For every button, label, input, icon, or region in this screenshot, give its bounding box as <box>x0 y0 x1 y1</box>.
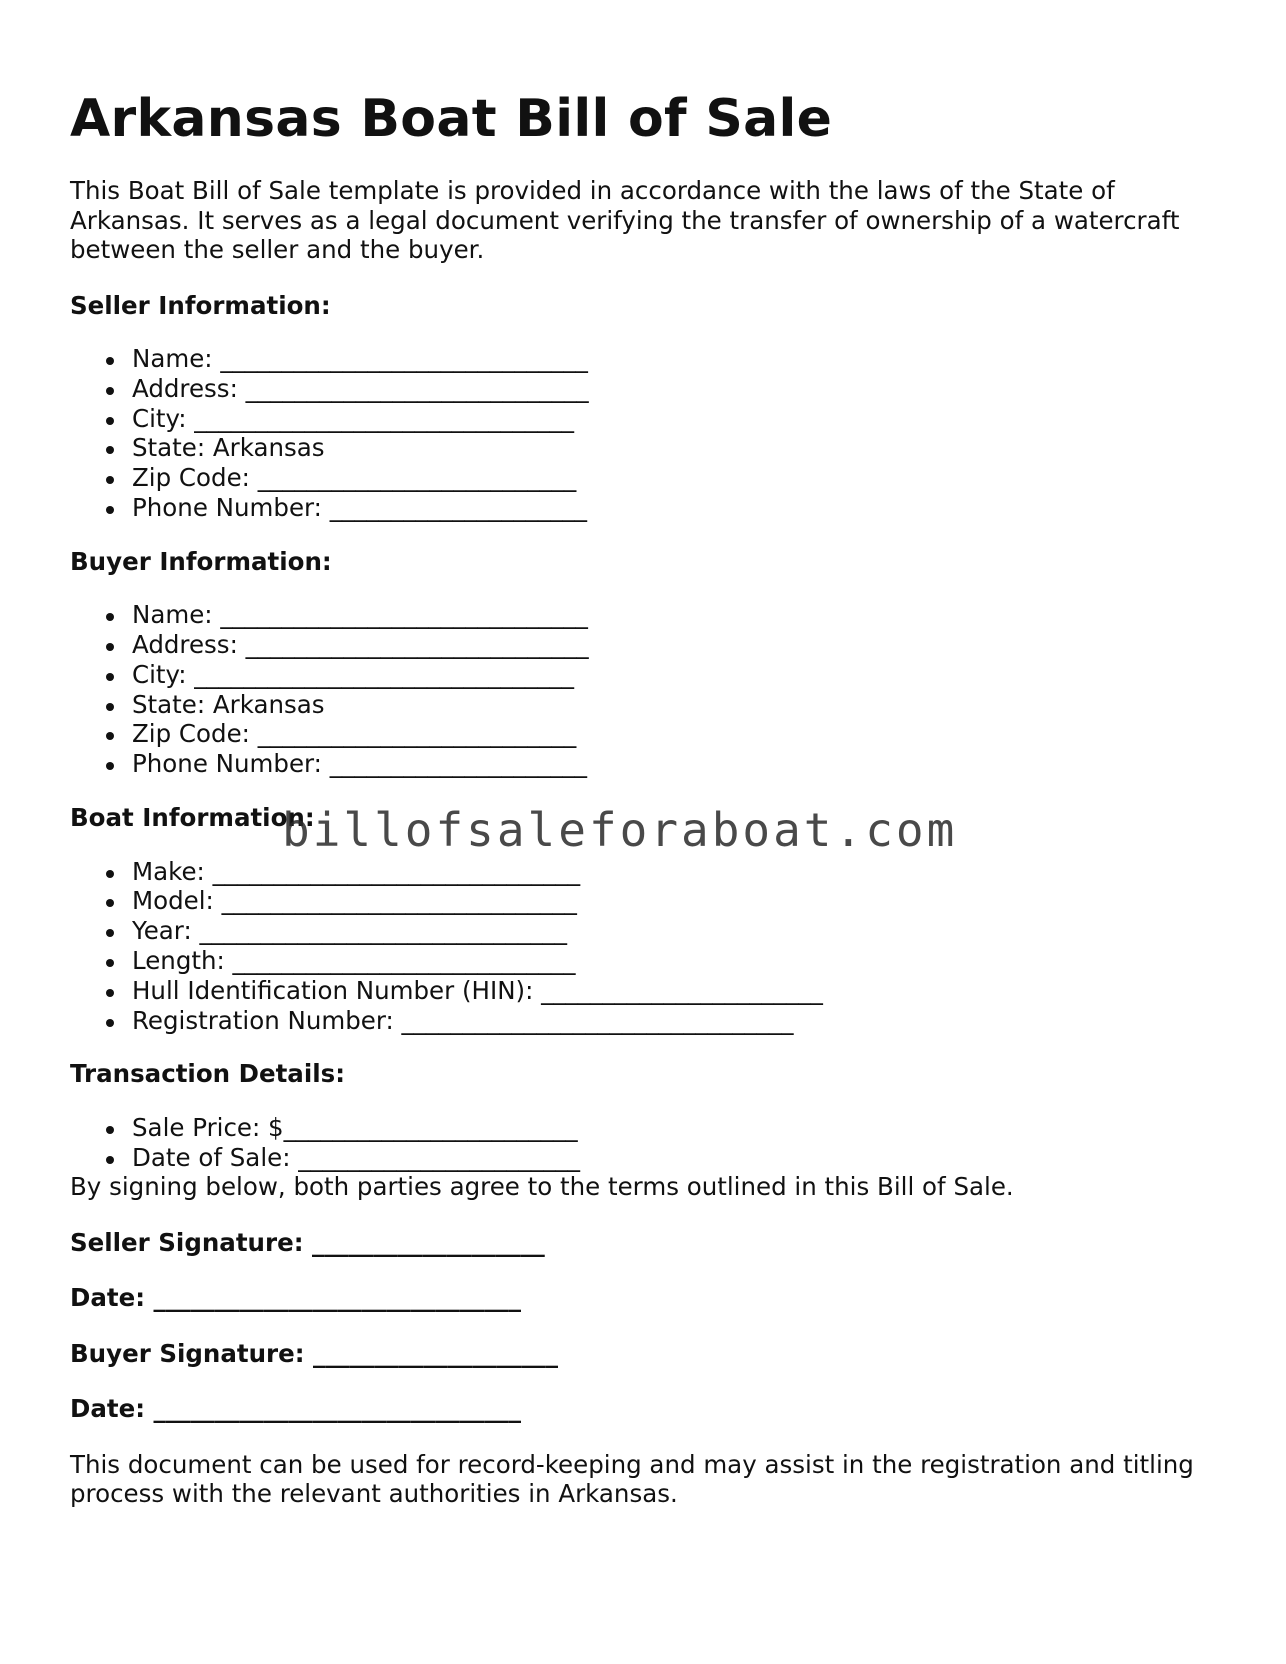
boat-registration-field[interactable]: Registration Number: ________________________________ <box>132 1006 1230 1036</box>
transaction-heading: Transaction Details: <box>70 1059 346 1089</box>
page-title: Arkansas Boat Bill of Sale <box>70 89 833 149</box>
date-of-sale-field[interactable]: Date of Sale: _______________________ <box>132 1143 1230 1173</box>
transaction-list <box>70 1113 1230 1173</box>
watermark: billofsaleforaboat.com <box>282 803 958 857</box>
agreement-text: By signing below, both parties agree to the terms outlined in this Bill of Sale. <box>70 1172 1014 1202</box>
buyer-zip-field[interactable]: Zip Code: __________________________ <box>132 719 1230 749</box>
seller-state-value: State: Arkansas <box>132 433 1230 463</box>
buyer-heading: Buyer Information: <box>70 546 332 576</box>
buyer-name-field[interactable]: Name: ______________________________ <box>132 600 1230 630</box>
boat-model-field[interactable]: Model: _____________________________ <box>132 886 1230 916</box>
document-page <box>70 86 1230 1509</box>
seller-date-field[interactable]: Date: ______________________________ <box>70 1283 522 1313</box>
buyer-list <box>70 600 1230 779</box>
seller-name-field[interactable]: Name: ______________________________ <box>132 344 1230 374</box>
boat-hin-field[interactable]: Hull Identification Number (HIN): _______________________ <box>132 976 1230 1006</box>
seller-heading: Seller Information: <box>70 290 331 320</box>
boat-list <box>70 857 1230 1036</box>
boat-length-field[interactable]: Length: ____________________________ <box>132 946 1230 976</box>
buyer-state-value: State: Arkansas <box>132 690 1230 720</box>
seller-city-field[interactable]: City: _______________________________ <box>132 404 1230 434</box>
boat-heading: Boat Information: <box>70 803 315 833</box>
sale-price-field[interactable]: Sale Price: $________________________ <box>132 1113 1230 1143</box>
intro-paragraph: This Boat Bill of Sale template is provided in accordance with the laws of the State of Arkansas. It serves as a legal document verifying the transfer of ownership of a watercraft between the seller and the buyer. <box>70 176 1180 264</box>
buyer-city-field[interactable]: City: _______________________________ <box>132 660 1230 690</box>
buyer-phone-field[interactable]: Phone Number: _____________________ <box>132 749 1230 779</box>
closing-paragraph: This document can be used for record-keeping and may assist in the registration and titling process with the relevant authorities in Arkansas. <box>70 1449 1194 1509</box>
buyer-address-field[interactable]: Address: ____________________________ <box>132 630 1230 660</box>
seller-address-field[interactable]: Address: ____________________________ <box>132 374 1230 404</box>
seller-zip-field[interactable]: Zip Code: __________________________ <box>132 463 1230 493</box>
seller-signature-field[interactable]: Seller Signature: ___________________ <box>70 1227 545 1257</box>
boat-year-field[interactable]: Year: ______________________________ <box>132 916 1230 946</box>
boat-make-field[interactable]: Make: ______________________________ <box>132 857 1230 887</box>
buyer-date-field[interactable]: Date: ______________________________ <box>70 1394 522 1424</box>
seller-list <box>70 344 1230 523</box>
seller-phone-field[interactable]: Phone Number: _____________________ <box>132 493 1230 523</box>
buyer-signature-field[interactable]: Buyer Signature: ____________________ <box>70 1338 559 1368</box>
